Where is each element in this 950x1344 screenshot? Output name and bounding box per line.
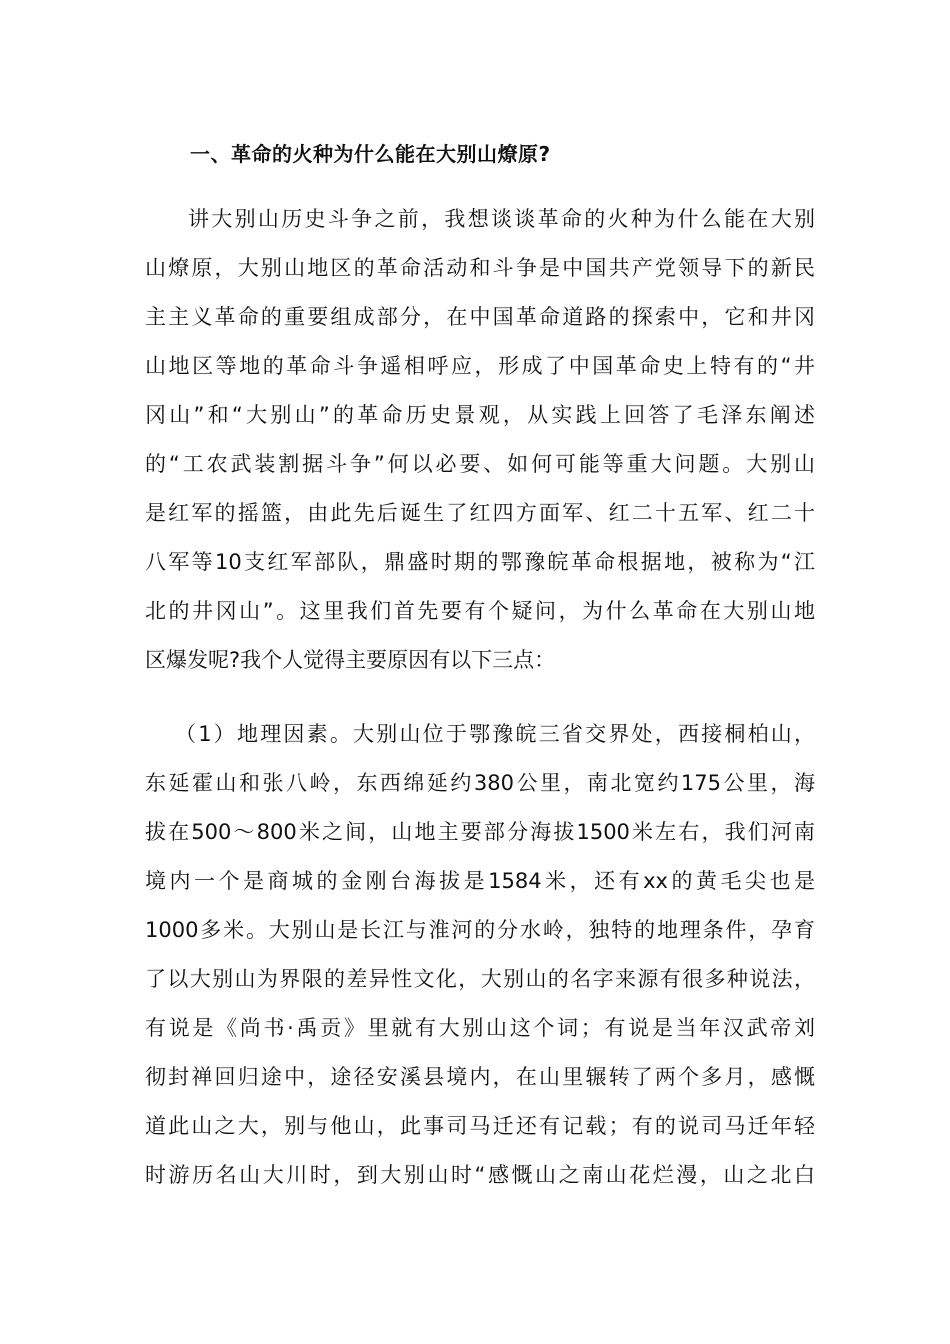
paragraph-1 [145,195,815,685]
paragraph-1-line: 冈山”和“大别山”的革命历史景观，从实践上回答了毛泽东阐述 [145,403,815,427]
section-heading: 一、革命的火种为什么能在大别山燎原? [190,142,551,166]
paragraph-2-line: 彻封禅回归途中，途径安溪县境内，在山里辗转了两个多月，感慨 [145,1065,815,1089]
paragraph-1-line: 区爆发呢?我个人觉得主要原因有以下三点： [145,648,556,672]
paragraph-2-line: 拔在500～800米之间，山地主要部分海拔1500米左右，我们河南 [145,820,815,844]
paragraph-1-line: 北的井冈山”。这里我们首先要有个疑问，为什么革命在大别山地 [145,599,815,623]
paragraph-1-line: 是红军的摇篮，由此先后诞生了红四方面军、红二十五军、红二十 [145,501,815,525]
paragraph-2-line: 东延霍山和张八岭，东西绵延约380公里，南北宽约175公里，海 [145,771,815,795]
paragraph-2-line: （1）地理因素。大别山位于鄂豫皖三省交界处，西接桐柏山， [175,722,815,746]
paragraph-2-line: 道此山之大，别与他山，此事司马迁还有记载；有的说司马迁年轻 [145,1114,815,1138]
paragraph-2-line: 1000多米。大别山是长江与淮河的分水岭，独特的地理条件，孕育 [145,918,815,942]
paragraph-2 [145,710,815,1200]
paragraph-1-line: 主主义革命的重要组成部分，在中国革命道路的探索中，它和井冈 [145,305,815,329]
paragraph-1-line: 八军等10支红军部队，鼎盛时期的鄂豫皖革命根据地，被称为“江 [145,550,815,574]
paragraph-2-line: 境内一个是商城的金刚台海拔是1584米，还有xx的黄毛尖也是 [145,869,815,893]
paragraph-1-line: 山地区等地的革命斗争遥相呼应，形成了中国革命史上特有的“井 [145,354,815,378]
paragraph-2-line: 了以大别山为界限的差异性文化，大别山的名字来源有很多种说法， [145,967,815,991]
paragraph-2-line: 有说是《尚书·禹贡》里就有大别山这个词；有说是当年汉武帝刘 [145,1016,815,1040]
paragraph-1-line: 讲大别山历史斗争之前，我想谈谈革命的火种为什么能在大别 [188,207,815,231]
paragraph-1-line: 山燎原，大别山地区的革命活动和斗争是中国共产党领导下的新民 [145,256,815,280]
paragraph-1-line: 的“工农武装割据斗争”何以必要、如何可能等重大问题。大别山 [145,452,815,476]
paragraph-2-line: 时游历名山大川时，到大别山时“感慨山之南山花烂漫，山之北白 [145,1163,815,1187]
